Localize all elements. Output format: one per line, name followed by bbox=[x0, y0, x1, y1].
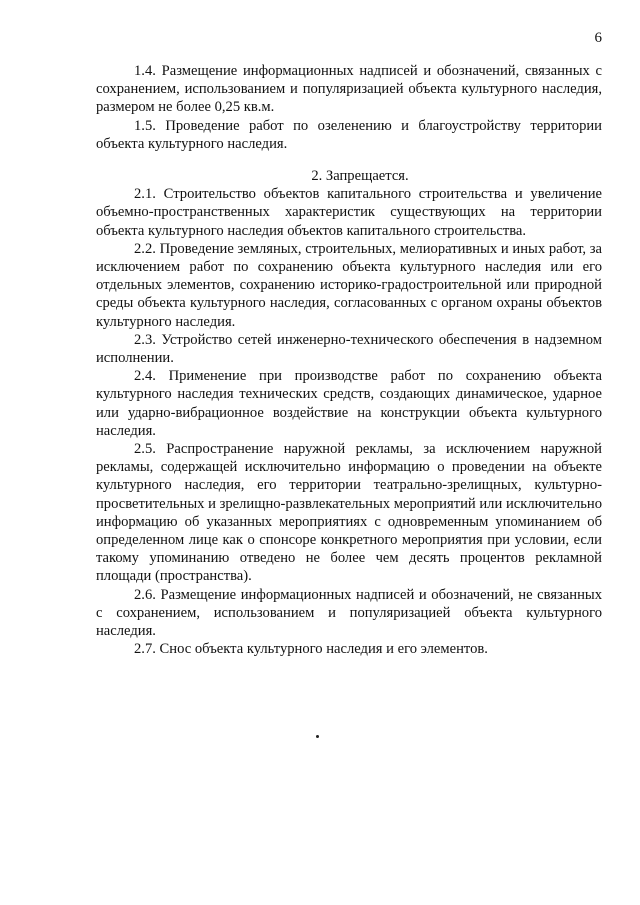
scan-speck bbox=[316, 735, 319, 738]
clause-text: Снос объекта культурного наследия и его элементов. bbox=[159, 641, 488, 658]
clause-1-5 bbox=[96, 117, 602, 153]
clause-number: 2.1. bbox=[134, 186, 156, 203]
clause-2-7 bbox=[96, 640, 602, 658]
clause-number: 2.7. bbox=[134, 641, 156, 658]
clause-number: 2.4. bbox=[134, 368, 156, 385]
clause-text: Проведение работ по озеленению и благоустройству территории объекта культурного наследия. bbox=[96, 117, 602, 152]
clause-text: Распространение наружной рекламы, за исключением наружной рекламы, содержащей исключительно информацию о проведении на объекте культурного наследия, его территории театрально-зрелищных, культурно-просветительных и зрелищно-развлекательных мероприятий или исключительно информацию об указанных мероприятиях с одновременным упоминанием об определенном лице как о спонсоре конкретного мероприятия при условии, если такому упоминанию отведено не более чем десять процентов рекламной площади (пространства). bbox=[96, 441, 602, 585]
clause-number: 2.2. bbox=[134, 240, 156, 257]
clause-2-6 bbox=[96, 586, 602, 641]
clause-2-4 bbox=[96, 367, 602, 440]
clause-number: 1.4. bbox=[134, 63, 156, 79]
clause-1-4 bbox=[96, 62, 602, 117]
clause-number: 1.5. bbox=[134, 117, 156, 134]
clause-text: Размещение информационных надписей и обозначений, связанных с сохранением, использованием и популяризацией объекта культурного наследия, размером не более 0,25 кв.м. bbox=[96, 63, 602, 116]
clause-text: Применение при производстве работ по сохранению объекта культурного наследия технических средств, создающих динамическое, ударное или ударно-вибрационное воздействие на конструкции объекта культурного наследия. bbox=[96, 368, 603, 439]
clause-2-5 bbox=[96, 440, 602, 586]
clause-text: Строительство объектов капитального строительства и увеличение объемно-пространственных характеристик существующих на территории объекта культурного наследия объектов капитального строительства. bbox=[96, 186, 602, 239]
clause-text: Проведение земляных, строительных, мелиоративных и иных работ, за исключением работ по сохранению объекта культурного наследия или его отдельных элементов, сохранению историко-градостроительной или природной среды объекта культурного наследия, согласованных с органом охраны объектов культурного наследия. bbox=[96, 240, 602, 330]
section-heading: 2. Запрещается. bbox=[311, 168, 409, 185]
clause-number: 2.3. bbox=[134, 331, 156, 348]
clause-text: Устройство сетей инженерно-технического обеспечения в надземном исполнении. bbox=[96, 331, 602, 367]
clause-2-2 bbox=[96, 240, 602, 331]
clause-2-3 bbox=[96, 331, 602, 367]
clause-text: Размещение информационных надписей и обозначений, не связанных с сохранением, использованием и популяризацией объекта культурного наследия. bbox=[96, 586, 602, 640]
clause-2-1 bbox=[96, 185, 602, 240]
page-number: 6 bbox=[594, 30, 602, 46]
document-body bbox=[96, 62, 602, 659]
clause-number: 2.6. bbox=[134, 586, 156, 603]
clause-number: 2.5. bbox=[134, 441, 156, 458]
